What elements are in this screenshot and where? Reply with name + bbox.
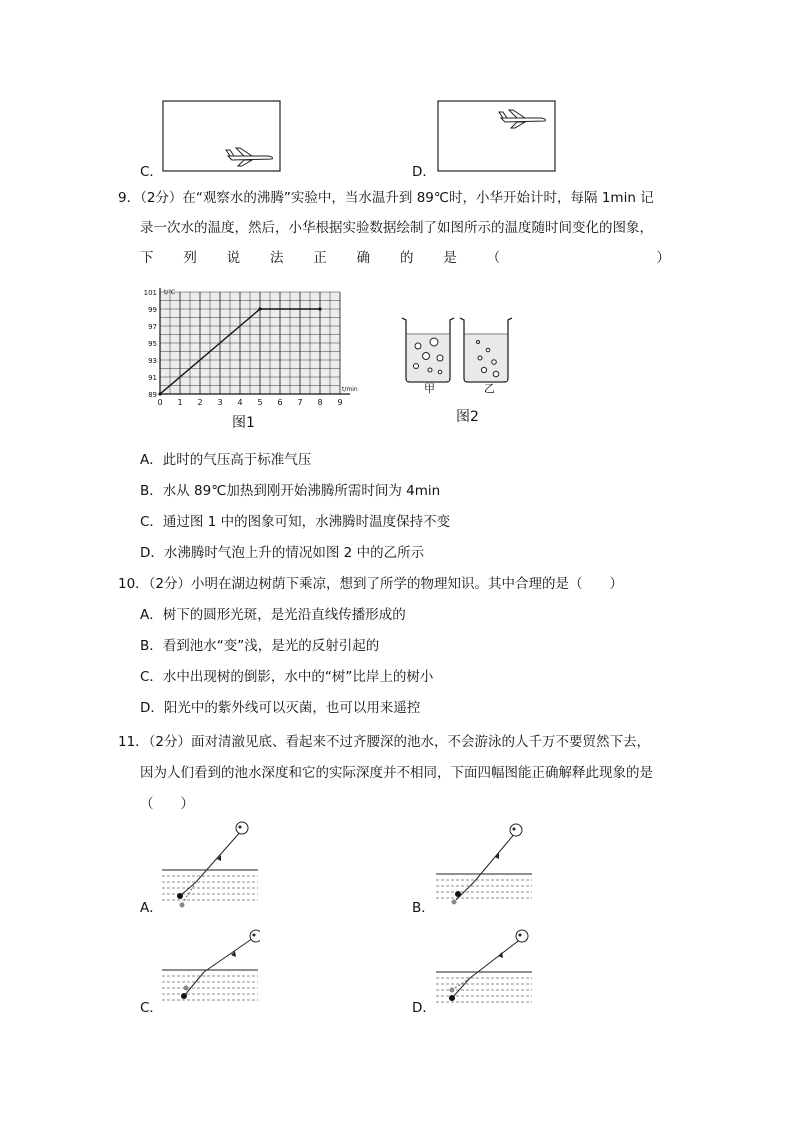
q9-option-b: B．水从 89℃加热到刚开始沸腾所需时间为 4min (140, 483, 441, 499)
beaker-jia (402, 318, 454, 382)
q8-option-c-label: C． (140, 164, 163, 180)
eye-icon (236, 822, 248, 834)
q10-option-b: B．看到池水“变”浅，是光的反射引起的 (140, 638, 380, 654)
chart-x-tick-label: 8 (317, 398, 323, 407)
q9-stem-line1: 9．（2分）在“观察水的沸腾”实验中，当水温升到 89℃时，小华开始计时，每隔 1min 记 (118, 190, 654, 206)
q9-option-a: A．此时的气压高于标准气压 (140, 452, 312, 468)
q10-stem: 10．（2分）小明在湖边树荫下乘凉，想到了所学的物理知识。其中合理的是（ ） (118, 576, 624, 592)
chart-data-point (158, 392, 161, 395)
chart-y-tick-label: 91 (148, 374, 157, 382)
q11-option-a-figure (160, 818, 260, 910)
q11-option-d-figure (434, 920, 534, 1012)
chart-x-tick-label: 3 (217, 398, 223, 407)
q9-figure1-caption: 图1 (232, 415, 255, 431)
chart-x-tick-label: 5 (257, 398, 263, 407)
chart-x-tick-label: 0 (157, 398, 163, 407)
q11-option-b-figure (434, 818, 534, 910)
chart-x-tick-label: 1 (177, 398, 183, 407)
q11-option-c-label: C． (140, 1000, 163, 1016)
chart-y-tick-label: 101 (143, 289, 157, 297)
chart-data-point (258, 307, 261, 310)
q9-stem-line2: 录一次水的温度，然后，小华根据实验数据绘制了如图所示的温度随时间变化的图象， (140, 220, 653, 236)
chart-x-tick-label: 7 (297, 398, 303, 407)
airplane-icon (499, 110, 546, 128)
chart-x-tick-label: 6 (277, 398, 283, 407)
chart-y-tick-label: 95 (148, 340, 157, 348)
chart-data-point (318, 307, 321, 310)
chart-x-tick-label: 9 (337, 398, 343, 407)
q9-stem-line3: 下 列 说 法 正 确 的 是 （ ） (140, 250, 670, 266)
q11-option-c-figure (160, 920, 260, 1012)
q11-stem-line3: （ ） (140, 796, 194, 812)
q11-stem-line1: 11．（2分）面对清澈见底、看起来不过齐腰深的池水，不会游泳的人千万不要贸然下去， (118, 734, 651, 750)
eye-icon (510, 824, 522, 836)
chart-y-axis-label: t/℃ (164, 289, 176, 296)
q10-option-d: D．阳光中的紫外线可以灭菌，也可以用来遥控 (140, 700, 421, 716)
chart-y-tick-label: 93 (148, 357, 157, 365)
q10-option-a: A．树下的圆形光斑，是光沿直线传播形成的 (140, 607, 406, 623)
q9-option-c: C．通过图 1 中的图象可知，水沸腾时温度保持不变 (140, 514, 451, 530)
q11-option-a-label: A． (140, 900, 163, 916)
q11-stem-line2: 因为人们看到的池水深度和它的实际深度并不相同，下面四幅图能正确解释此现象的是 (140, 765, 653, 781)
chart-y-tick-label: 99 (148, 306, 157, 314)
q9-figure1-chart (138, 284, 360, 410)
q8-option-d-label: D． (412, 164, 436, 180)
chart-x-axis-label: t/min (342, 386, 358, 393)
q9-option-d: D．水沸腾时气泡上升的情况如图 2 中的乙所示 (140, 545, 425, 561)
beaker-yi-label: 乙 (484, 382, 495, 395)
q8-option-d-figure (437, 100, 557, 172)
q9-figure2-beakers (396, 312, 516, 398)
q10-option-c: C．水中出现树的倒影，水中的“树”比岸上的树小 (140, 669, 434, 685)
chart-x-tick-label: 2 (197, 398, 203, 407)
beaker-yi (460, 318, 512, 382)
q9-figure2-caption: 图2 (456, 409, 479, 425)
q8-option-c-figure (162, 100, 282, 172)
airplane-icon (226, 148, 273, 166)
beaker-jia-label: 甲 (424, 382, 435, 395)
chart-y-tick-label: 97 (148, 323, 157, 331)
eye-icon (516, 930, 528, 942)
q11-option-d-label: D． (412, 1000, 436, 1016)
chart-x-tick-label: 4 (237, 398, 243, 407)
q11-option-b-label: B． (412, 900, 435, 916)
chart-y-tick-label: 89 (148, 391, 157, 399)
